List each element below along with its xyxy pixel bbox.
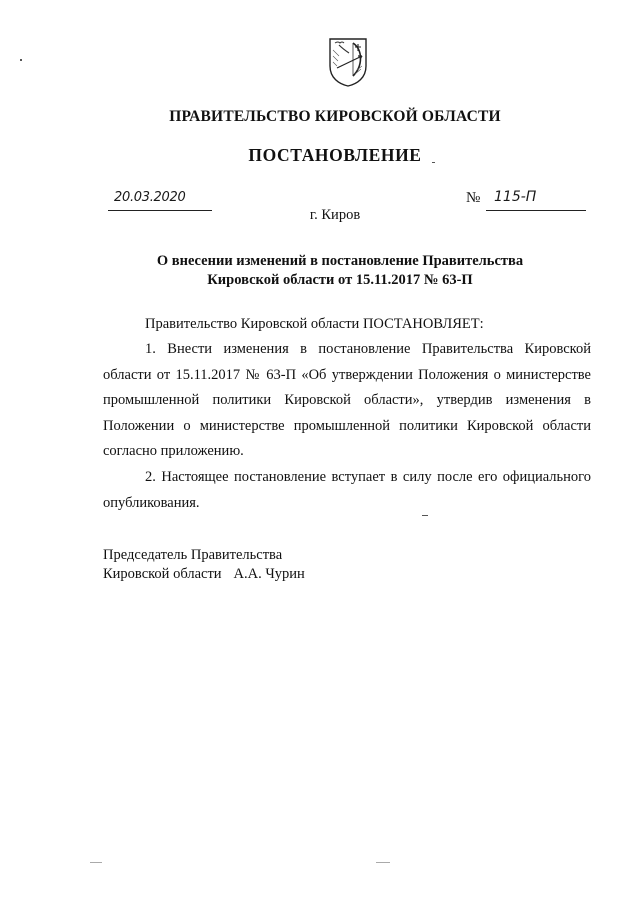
signature-block	[103, 546, 305, 584]
scan-speck	[90, 862, 102, 863]
document-subject	[140, 252, 540, 290]
signatory-title-line-1: Председатель Правительства	[103, 547, 283, 563]
paragraph-2: 2. Настоящее постановление вступает в силу после его официального опубликования.	[103, 469, 591, 511]
signatory-title-line-2: Кировской области	[103, 566, 222, 582]
scan-speck	[376, 862, 390, 863]
paragraph-1: 1. Внести изменения в постановление Правительства Кировской области от 15.11.2017 № 63-П «Об утверждении Положения о министерстве промышленной политики Кировской области», утвердив изменения в Положении о министерстве промышленной политики Кировской области согласно приложению.	[103, 341, 591, 459]
document-number: 115-П	[494, 189, 537, 205]
document-type-heading: ПОСТАНОВЛЕНИЕ	[248, 145, 422, 165]
signatory-name: А.А. Чурин	[233, 566, 305, 582]
scan-speck	[432, 162, 435, 163]
number-sign: №	[466, 190, 481, 206]
document-date: 20.03.2020	[114, 190, 186, 205]
scan-speck	[20, 59, 22, 61]
signatory-row	[103, 565, 305, 584]
city-label: г. Киров	[309, 207, 361, 223]
kirov-oblast-coat-of-arms-icon	[327, 36, 369, 88]
scan-speck	[422, 515, 428, 516]
organization-title: ПРАВИТЕЛЬСТВО КИРОВСКОЙ ОБЛАСТИ	[169, 108, 501, 125]
resolution-intro: Правительство Кировской области ПОСТАНОВЛЯЕТ:	[145, 316, 484, 332]
subject-line-1: О внесении изменений в постановление Правительства	[156, 253, 524, 269]
subject-line-2: Кировской области от 15.11.2017 № 63-П	[207, 272, 473, 288]
